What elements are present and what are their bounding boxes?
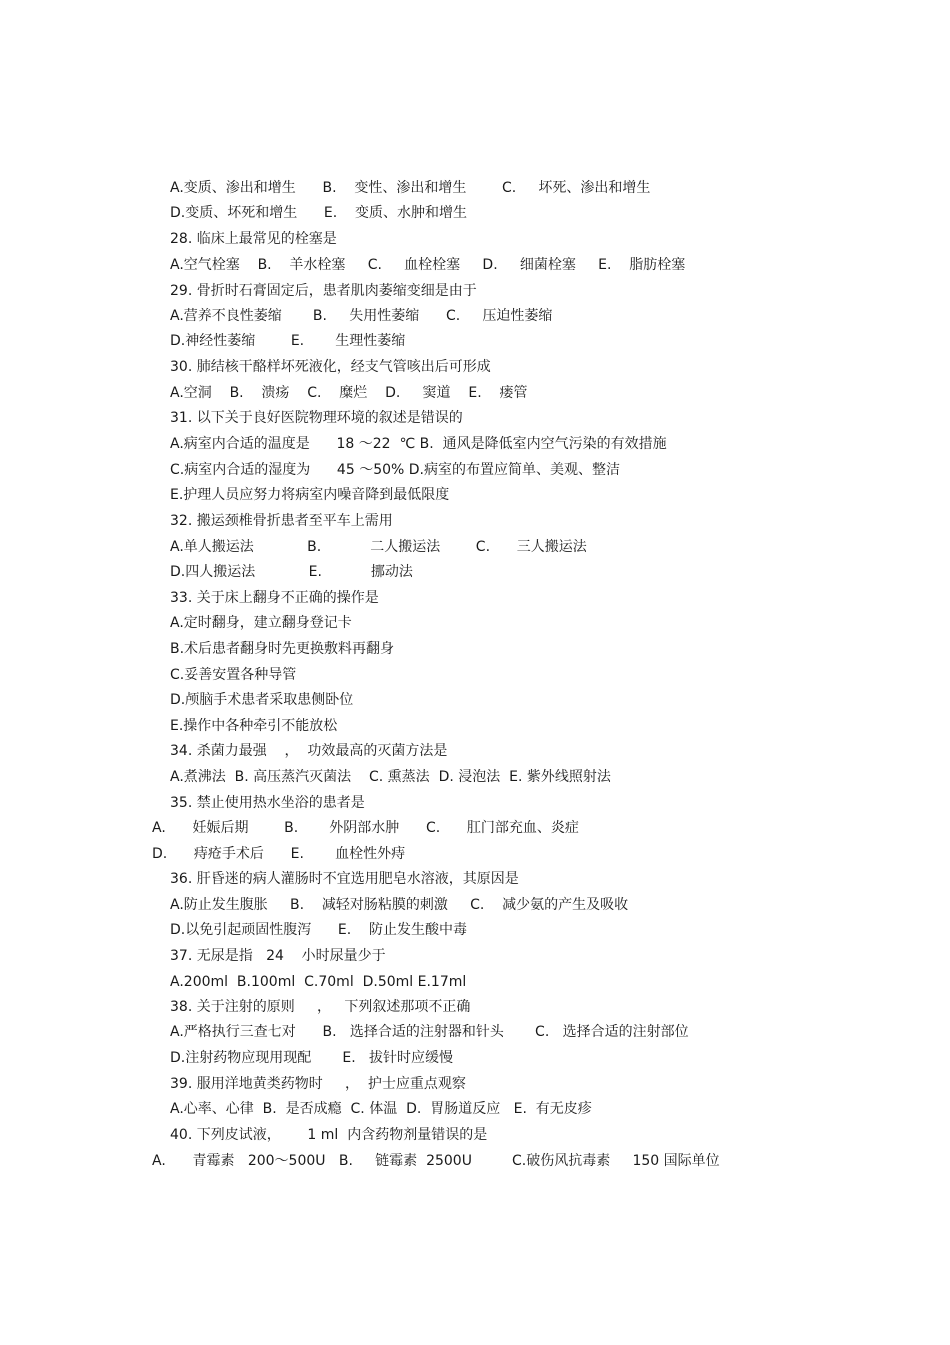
question-35: 35. 禁止使用热水坐浴的患者是 [170, 795, 365, 811]
question-39: 39. 服用洋地黄类药物时 ， 护士应重点观察 [170, 1076, 466, 1092]
q33-option-d: D.颅脑手术患者采取患侧卧位 [170, 692, 354, 708]
q35-options-line-1: A. 妊娠后期 B. 外阴部水肿 C. 肛门部充血、炎症 [152, 820, 579, 836]
q33-option-c: C.妥善安置各种导管 [170, 667, 297, 683]
q30-options: A.空洞 B. 溃疡 C. 糜烂 D. 窦道 E. 瘘管 [170, 385, 528, 401]
q38-options-line-1: A.严格执行三查七对 B. 选择合适的注射器和针头 C. 选择合适的注射部位 [170, 1024, 689, 1040]
q33-option-a: A.定时翻身，建立翻身登记卡 [170, 615, 352, 631]
q37-options: A.200ml B.100ml C.70ml D.50ml E.17ml [170, 974, 467, 990]
q33-option-b: B.术后患者翻身时先更换敷料再翻身 [170, 641, 395, 657]
q27-options-line-1: A.变质、渗出和增生 B. 变性、渗出和增生 C. 坏死、渗出和增生 [170, 180, 651, 196]
question-28: 28. 临床上最常见的栓塞是 [170, 231, 337, 247]
question-32: 32. 搬运颈椎骨折患者至平车上需用 [170, 513, 393, 529]
q38-options-line-2: D.注射药物应现用现配 E. 拔针时应缓慢 [170, 1050, 454, 1066]
question-37: 37. 无尿是指 24 小时尿量少于 [170, 948, 386, 964]
q35-options-line-2: D. 痔疮手术后 E. 血栓性外痔 [152, 846, 406, 862]
q32-options-line-1: A.单人搬运法 B. 二人搬运法 C. 三人搬运法 [170, 539, 587, 555]
q29-options-line-2: D.神经性萎缩 E. 生理性萎缩 [170, 333, 406, 349]
q31-options-line-3: E.护理人员应努力将病室内噪音降到最低限度 [170, 487, 450, 503]
question-38: 38. 关于注射的原则 ， 下列叙述那项不正确 [170, 999, 471, 1015]
question-40: 40. 下列皮试液， 1 ml 内含药物剂量错误的是 [170, 1127, 488, 1143]
q28-options: A.空气栓塞 B. 羊水栓塞 C. 血栓栓塞 D. 细菌栓塞 E. 脂肪栓塞 [170, 257, 686, 273]
question-29: 29. 骨折时石膏固定后，患者肌肉萎缩变细是由于 [170, 283, 477, 299]
question-31: 31. 以下关于良好医院物理环境的叙述是错误的 [170, 410, 463, 426]
question-33: 33. 关于床上翻身不正确的操作是 [170, 590, 379, 606]
q36-options-line-2: D.以免引起顽固性腹泻 E. 防止发生酸中毒 [170, 922, 468, 938]
question-34: 34. 杀菌力最强 ， 功效最高的灭菌方法是 [170, 743, 448, 759]
q33-option-e: E.操作中各种牵引不能放松 [170, 718, 338, 734]
question-36: 36. 肝昏迷的病人灌肠时不宜选用肥皂水溶液，其原因是 [170, 871, 519, 887]
q27-options-line-2: D.变质、坏死和增生 E. 变质、水肿和增生 [170, 205, 468, 221]
question-30: 30. 肺结核干酪样坏死液化，经支气管咳出后可形成 [170, 359, 491, 375]
q31-options-line-1: A.病室内合适的温度是 18 ～22 ℃ B. 通风是降低室内空气污染的有效措施 [170, 436, 667, 452]
q34-options: A.煮沸法 B. 高压蒸汽灭菌法 C. 熏蒸法 D. 浸泡法 E. 紫外线照射法 [170, 769, 611, 785]
q29-options-line-1: A.营养不良性萎缩 B. 失用性萎缩 C. 压迫性萎缩 [170, 308, 553, 324]
q31-options-line-2: C.病室内合适的湿度为 45 ～50% D.病室的布置应简单、美观、整洁 [170, 462, 620, 478]
q32-options-line-2: D.四人搬运法 E. 挪动法 [170, 564, 413, 580]
q39-options: A.心率、心律 B. 是否成瘾 C. 体温 D. 胃肠道反应 E. 有无皮疹 [170, 1101, 592, 1117]
q40-options: A. 青霉素 200～500U B. 链霉素 2500U C.破伤风抗毒素 150 国际单位 [152, 1153, 720, 1169]
q36-options-line-1: A.防止发生腹胀 B. 减轻对肠粘膜的刺激 C. 减少氨的产生及吸收 [170, 897, 629, 913]
